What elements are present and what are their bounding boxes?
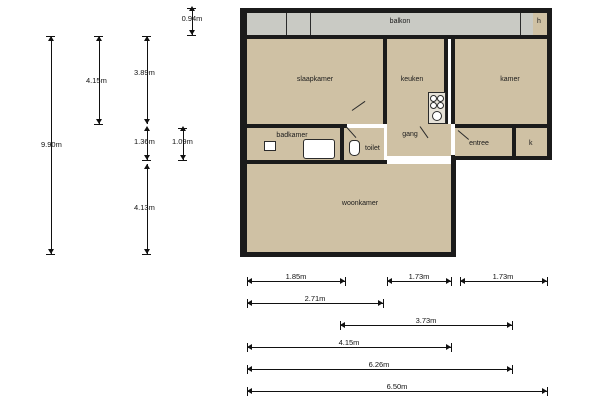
dim-badkamer-depth: 1.36m xyxy=(134,137,155,146)
dimarrow-3-89-bottom xyxy=(144,119,150,124)
dimline-6-50 xyxy=(247,391,547,392)
dimtick-1-36-bottom xyxy=(142,160,151,161)
dimarrow-4-13-top xyxy=(144,164,150,169)
room-label-toilet: toilet xyxy=(365,145,380,152)
outer-wall-left xyxy=(240,8,247,257)
dimtick-4-15v-top xyxy=(94,36,103,37)
wall-badkamer-top xyxy=(247,124,347,128)
balkon-rail-2 xyxy=(310,13,311,35)
outer-wall-right-lower xyxy=(451,155,456,257)
dim-width-3-73: 3.73m xyxy=(415,316,437,325)
dimtick-9-90-top xyxy=(46,36,55,37)
stove-burner-3 xyxy=(430,102,437,109)
dim-keuken-depth: 3.89m xyxy=(134,68,155,77)
outer-wall-right-upper xyxy=(547,8,552,160)
dimline-3-89 xyxy=(147,36,148,124)
dim-width-6-26: 6.26m xyxy=(368,360,390,369)
sink-basin xyxy=(432,111,442,121)
dimtick-1-85-right xyxy=(345,277,346,286)
room-label-slaapkamer: slaapkamer xyxy=(296,76,334,83)
room-label-badkamer: badkamer xyxy=(276,132,308,139)
dimtick-3-73-left xyxy=(340,321,341,330)
dimtick-6-26-left xyxy=(247,365,248,374)
room-woonkamer xyxy=(247,164,451,252)
dimtick-1-73a-left xyxy=(387,277,388,286)
bathtub xyxy=(303,139,335,159)
dimtick-6-50-right xyxy=(547,387,548,396)
dimtick-2-71-right xyxy=(383,299,384,308)
room-label-hal: h xyxy=(537,18,541,25)
dimtick-1-73a-right xyxy=(451,277,452,286)
dim-woonkamer-depth: 4.13m xyxy=(134,203,155,212)
room-label-kamer: kamer xyxy=(500,76,520,83)
toilet-bowl xyxy=(349,140,360,156)
room-label-entree: entree xyxy=(469,140,489,147)
dimtick-4-13-bottom xyxy=(142,254,151,255)
dimline-3-73 xyxy=(340,325,512,326)
dimtick-9-90-bottom xyxy=(46,254,55,255)
dimtick-3-89-top xyxy=(142,36,151,37)
dimtick-0-94-bottom xyxy=(187,35,196,36)
room-label-woonkamer: woonkamer xyxy=(341,200,379,207)
dimtick-6-50-left xyxy=(247,387,248,396)
room-gang xyxy=(387,124,451,156)
dimline-2-71 xyxy=(247,303,383,304)
room-label-keuken: keuken xyxy=(400,76,424,83)
dim-width-4-15: 4.15m xyxy=(338,338,360,347)
dimtick-4-15h-left xyxy=(247,343,248,352)
dimline-6-26 xyxy=(247,369,512,370)
room-label-kast: k xyxy=(529,140,533,147)
dimtick-4-15h-right xyxy=(451,343,452,352)
dim-width-1-73a: 1.73m xyxy=(408,272,430,281)
outer-wall-bottom-left xyxy=(240,252,455,257)
dimline-1-73a xyxy=(387,281,451,282)
dimtick-0-94-top xyxy=(187,8,196,9)
dimtick-3-73-right xyxy=(512,321,513,330)
dim-width-2-71: 2.71m xyxy=(304,294,326,303)
dimtick-1-09-top xyxy=(178,128,187,129)
dim-slaapkamer-depth: 4.15m xyxy=(86,76,107,85)
dimtick-2-71-left xyxy=(247,299,248,308)
dim-width-1-73b: 1.73m xyxy=(492,272,514,281)
stove-burner-2 xyxy=(437,95,444,102)
dim-width-6-50: 6.50m xyxy=(386,382,408,391)
dimtick-4-15v-bottom xyxy=(94,124,103,125)
stove-burner-1 xyxy=(430,95,437,102)
dimtick-1-73b-left xyxy=(460,277,461,286)
room-label-gang: gang xyxy=(402,131,418,138)
room-label-balkon: balkon xyxy=(389,18,411,25)
dimtick-1-85-left xyxy=(247,277,248,286)
balkon-rail-1 xyxy=(286,13,287,35)
wall-woonkamer-top-left xyxy=(247,160,387,164)
dimarrow-1-36-top xyxy=(144,126,150,131)
dimtick-1-09-bottom xyxy=(178,160,187,161)
dim-gang-depth: 1.09m xyxy=(172,137,193,146)
wall-kamer-left xyxy=(451,39,455,124)
dim-width-1-85: 1.85m xyxy=(285,272,307,281)
dim-balkon-depth: 0.94m xyxy=(181,14,203,23)
dimline-1-73b xyxy=(460,281,547,282)
dim-total-height: 9.90m xyxy=(41,140,62,149)
stove-burner-4 xyxy=(437,102,444,109)
dimline-4-15h xyxy=(247,347,451,348)
dimtick-1-73b-right xyxy=(547,277,548,286)
balkon-rail-3 xyxy=(520,13,521,35)
dimtick-6-26-right xyxy=(512,365,513,374)
washbasin-icon xyxy=(264,141,276,151)
dimline-1-85 xyxy=(247,281,345,282)
